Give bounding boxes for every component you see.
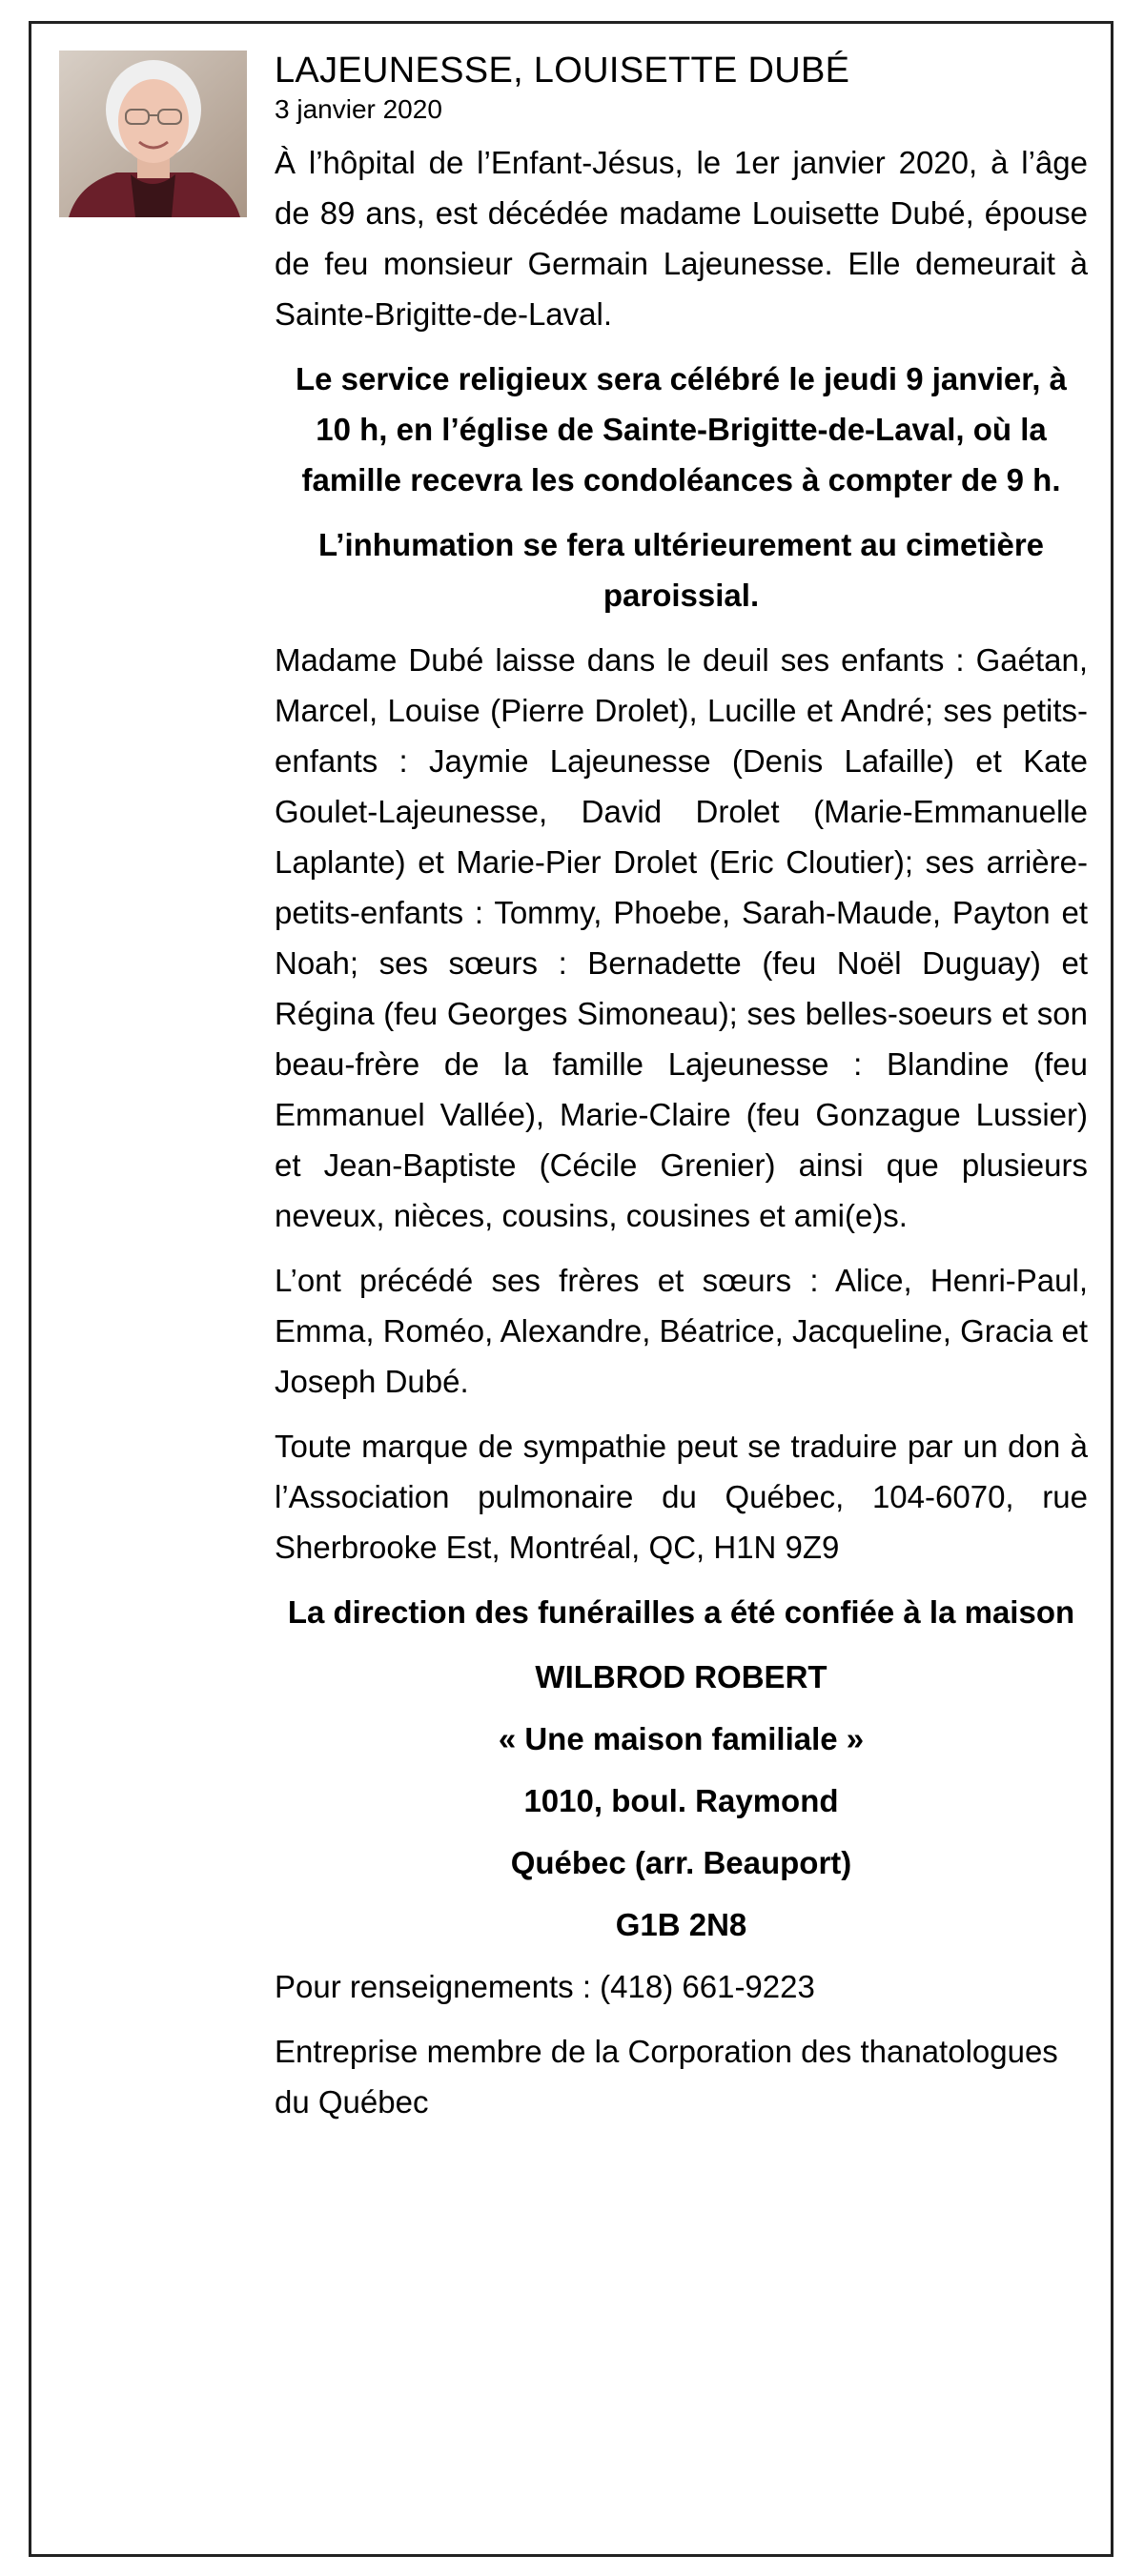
direction-paragraph: La direction des funérailles a été confiée à la maison (287, 1594, 1075, 1630)
donation-paragraph: Toute marque de sympathie peut se traduire par un don à l’Association pulmonaire du Québec, 104-6070, rue Sherbrooke Est, Montréal, QC, H1N 9Z9 (275, 1429, 1088, 1565)
info-phone: Pour renseignements : (418) 661-9223 (275, 1969, 815, 2004)
deceased-name: LAJEUNESSE, LOUISETTE DUBÉ (275, 51, 850, 91)
intro-paragraph: À l’hôpital de l’Enfant-Jésus, le 1er janvier 2020, à l’âge de 89 ans, est décédée madame Louisette Dubé, épouse de feu monsieur Germain Lajeunesse. Elle demeurait à Sainte-Brigitte-de-Laval. (275, 145, 1088, 332)
funeral-home-slogan: « Une maison familiale » (498, 1721, 865, 1756)
membership-note: Entreprise membre de la Corporation des thanatologues du Québec (275, 2034, 1058, 2120)
family-paragraph: Madame Dubé laisse dans le deuil ses enfants : Gaétan, Marcel, Louise (Pierre Drolet), Lucille et André; ses petits-enfants : Jaymie Lajeunesse (Denis Lafaille) et Kate Goulet-Lajeunesse, David Drolet (Marie-Emmanuelle Laplante) et Marie-Pier Drolet (Eric Cloutier); ses arrière-petits-enfants : Tommy, Phoebe, Sarah-Maude, Payton et Noah; ses sœurs : Bernadette (feu Noël Duguay) et Régina (feu Georges Simoneau); ses belles-soeurs et son beau-frère de la famille Lajeunesse : Blandine (feu Emmanuel Vallée), Marie-Claire (feu Gonzague Lussier) et Jean-Baptiste (Cécile Grenier) ainsi que plusieurs neveux, nièces, cousins, cousines et ami(e)s. (275, 642, 1088, 1233)
preceded-paragraph: L’ont précédé ses frères et sœurs : Alice, Henri-Paul, Emma, Roméo, Alexandre, Béatrice, Jacqueline, Gracia et Joseph Dubé. (275, 1263, 1088, 1399)
funeral-home-street: 1010, boul. Raymond (523, 1783, 839, 1818)
funeral-home-city: Québec (arr. Beauport) (510, 1845, 852, 1880)
burial-paragraph: L’inhumation se fera ultérieurement au cimetière paroissial. (317, 527, 1045, 613)
service-paragraph: Le service religieux sera célébré le jeudi 9 janvier, à 10 h, en l’église de Sainte-Brigitte-de-Laval, où la famille recevra les condoléances à compter de 9 h. (296, 361, 1067, 497)
funeral-home-postal: G1B 2N8 (615, 1907, 747, 1942)
funeral-home-name: WILBROD ROBERT (535, 1659, 827, 1694)
publication-date: 3 janvier 2020 (275, 94, 442, 124)
portrait-photo (59, 51, 247, 217)
obituary-content (275, 48, 1088, 2141)
